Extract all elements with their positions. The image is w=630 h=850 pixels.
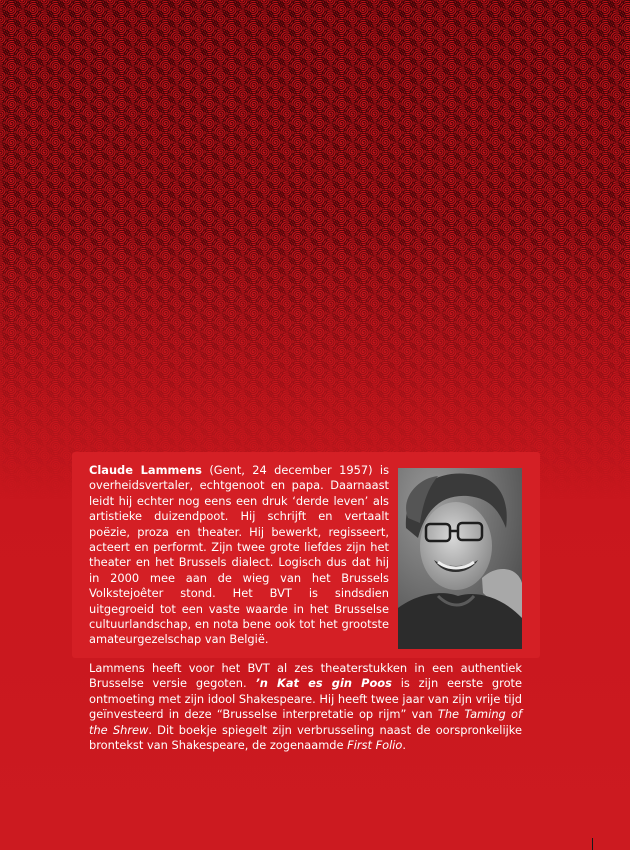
author-name: Claude Lammens: [89, 463, 202, 477]
text-segment: Lammens heeft voor het BVT al zes theaterstukken in een authentiek Brusselse versie gegoten.: [89, 661, 522, 691]
author-photo: [398, 468, 522, 649]
text-segment: is zijn eerste grote ontmoeting met zijn idool Shakespeare. Hij heeft twee jaar van zijn vrije tijd geïnvesteerd in deze “Brusselse interpretatie op rijm” van: [89, 676, 523, 722]
work-title: The Taming of the Shrew: [89, 707, 523, 737]
biography-paragraph: [89, 463, 389, 648]
text-segment: .: [402, 738, 407, 753]
biography-paragraph-2: [89, 661, 522, 753]
crop-mark: [592, 838, 593, 850]
biography-text: (Gent, 24 december 1957) is overheidsvertaler, echtgenoot en papa. Daarnaast leidt hij echter nog eens een druk ‘derde leven’ als artistieke duizendpoot. Hij schrijft en vertaalt poëzie, proza en theater. Hij bewerkt, regisseert, acteert en performt. Zijn twee grote liefdes zijn het theater en het Brussels dialect. Logisch dus dat hij in 2000 mee aan de wieg van het Brussels Volkstejoêter stond. Het BVT is sindsdien uitgegroeid tot een vaste waarde in het Brusselse cultuurlandschap, en nota bene ook tot het grootste amateurgezelschap van België.: [89, 463, 389, 647]
first-folio-title: First Folio: [347, 738, 403, 753]
play-title: ’n Kat es gin Poos: [255, 676, 392, 691]
text-segment: . Dit boekje spiegelt zijn verbrusseling naast de oorspronkelijke brontekst van Shakespeare, de zogenaamde: [89, 722, 522, 753]
